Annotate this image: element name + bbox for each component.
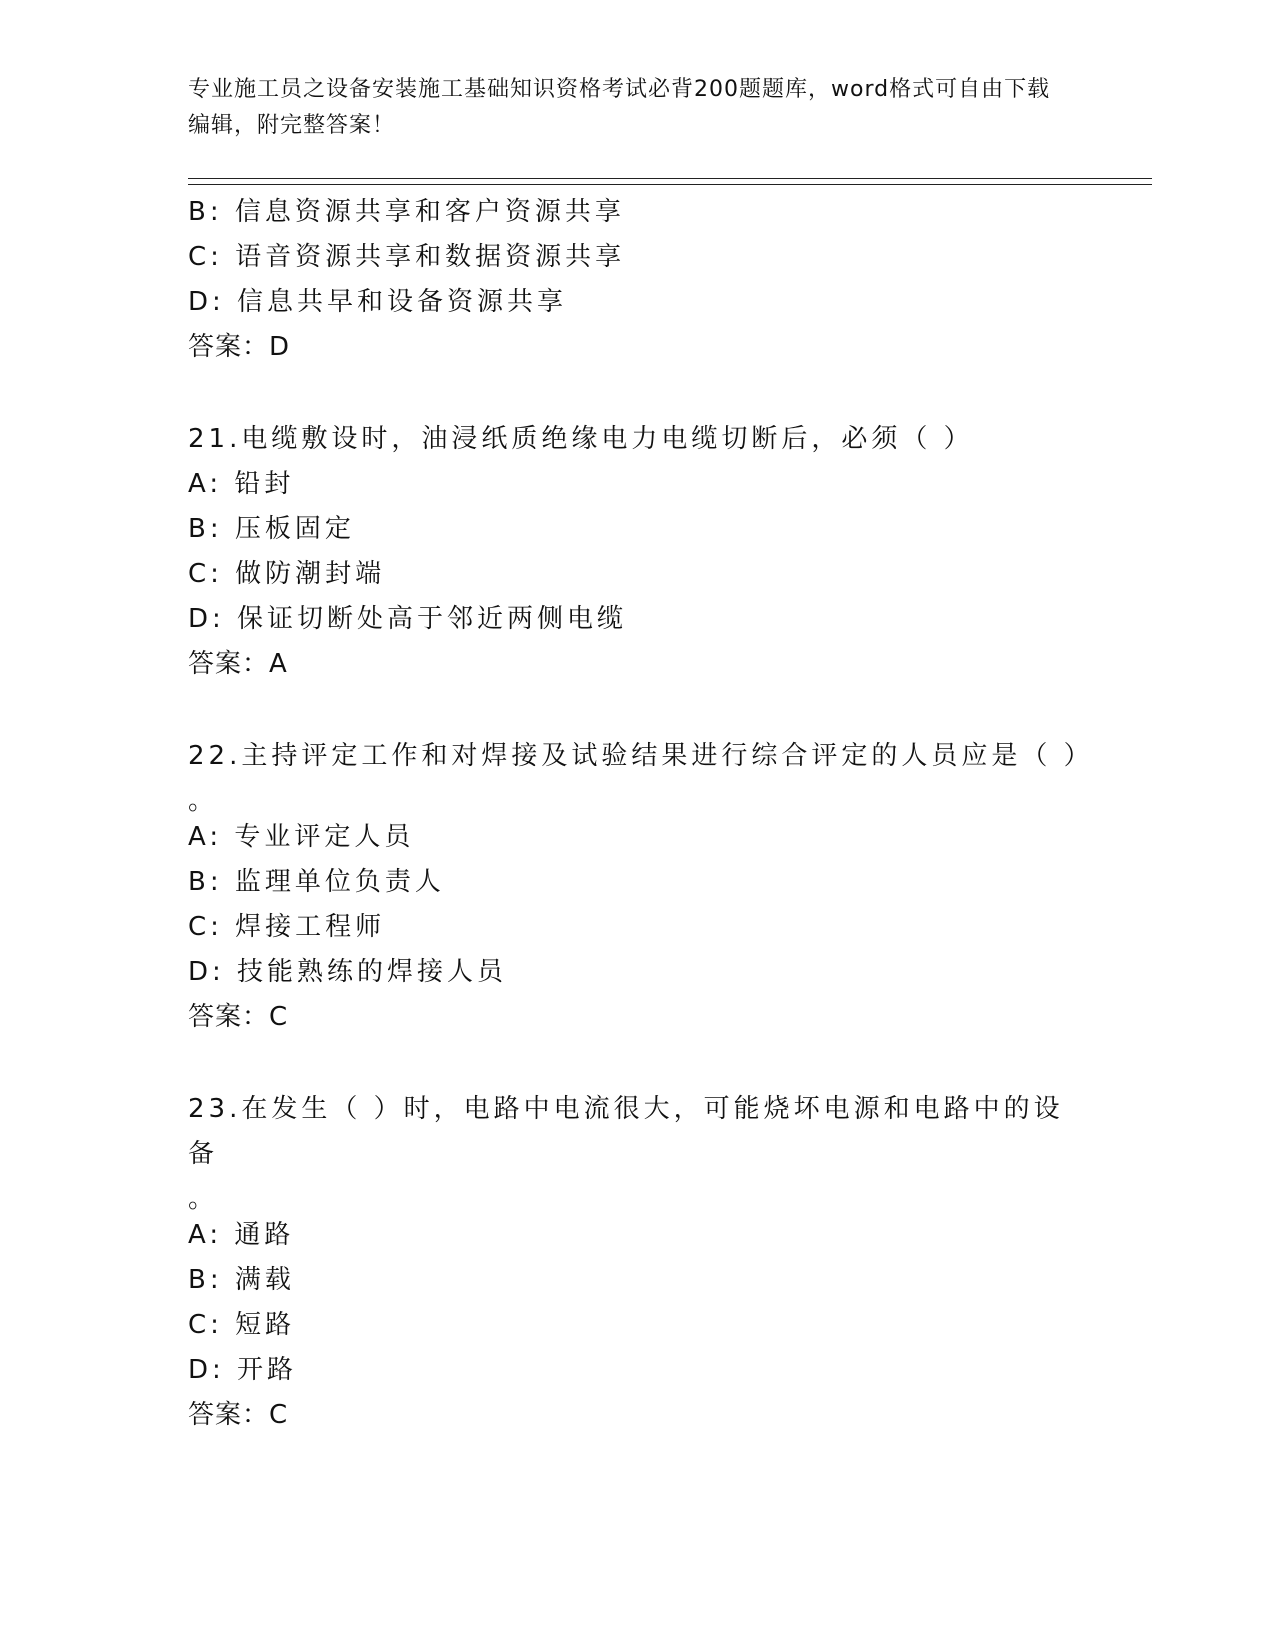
question-list (188, 190, 1094, 1485)
question-stem: 22.主持评定工作和对焊接及试验结果进行综合评定的人员应是（ ） (188, 741, 1094, 771)
option-b: B: 压板固定 (188, 514, 355, 544)
answer-line: 答案：D (188, 332, 291, 362)
option-d: D: 信息共早和设备资源共享 (188, 287, 568, 317)
option-c: C: 焊接工程师 (188, 912, 386, 942)
document-title: 专业施工员之设备安装施工基础知识资格考试必背200题题库，word格式可自由下载编辑，附完整答案！ (188, 77, 1051, 138)
question-23 (188, 1087, 1088, 1438)
question-stem: 23.在发生（ ）时，电路中电流很大，可能烧坏电源和电路中的设备 (188, 1094, 1064, 1169)
option-c: C: 做防潮封端 (188, 559, 386, 589)
question-stem-continuation: 。 (188, 786, 215, 816)
header-divider-bottom (188, 184, 1152, 185)
question-stem: 21.电缆敷设时，油浸纸质绝缘电力电缆切断后，必须（ ） (188, 424, 974, 454)
option-d: D: 开路 (188, 1355, 298, 1385)
question-20-tail (188, 190, 1088, 370)
option-b: B: 监理单位负责人 (188, 867, 445, 897)
option-c: C: 语音资源共享和数据资源共享 (188, 242, 626, 272)
answer-line: 答案：C (188, 1400, 289, 1430)
question-22 (188, 734, 1094, 1040)
question-21 (188, 417, 1088, 687)
answer-line: 答案：C (188, 1002, 289, 1032)
option-b: B: 满载 (188, 1265, 295, 1295)
option-b: B: 信息资源共享和客户资源共享 (188, 197, 625, 227)
option-c: C: 短路 (188, 1310, 296, 1340)
header-divider-top (188, 178, 1152, 179)
answer-line: 答案：A (188, 649, 288, 679)
document-header (188, 72, 1068, 144)
option-a: A: 通路 (188, 1220, 295, 1250)
option-a: A: 铅封 (188, 469, 295, 499)
option-d: D: 技能熟练的焊接人员 (188, 957, 508, 987)
option-a: A: 专业评定人员 (188, 822, 415, 852)
option-d: D: 保证切断处高于邻近两侧电缆 (188, 604, 628, 634)
question-stem-continuation: 。 (188, 1184, 215, 1214)
